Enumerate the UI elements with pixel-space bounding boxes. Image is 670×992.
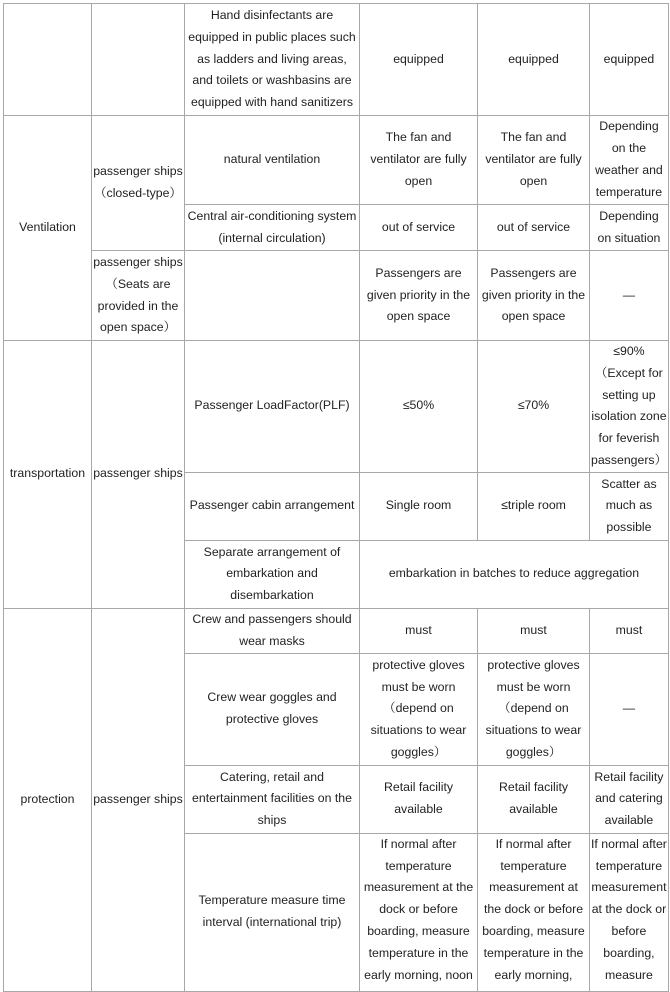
category-cell-ventilation: Ventilation xyxy=(4,116,92,341)
category-cell-transportation: transportation xyxy=(4,341,92,609)
measure-cell: Crew and passengers should wear masks xyxy=(185,608,360,653)
table-row xyxy=(4,341,669,473)
value-cell: ≤90%（Except for setting up isolation zone for feverish passengers） xyxy=(590,341,669,473)
value-cell: protective gloves must be worn （depend on situations to wear goggles） xyxy=(478,653,590,765)
value-cell: Depending on the weather and temperature xyxy=(590,116,669,205)
value-cell: must xyxy=(478,608,590,653)
table-row xyxy=(4,4,669,116)
ship-type-cell-empty xyxy=(92,4,185,116)
ship-type-cell: passenger ships xyxy=(92,608,185,991)
table-row xyxy=(4,608,669,653)
measure-cell-empty xyxy=(185,251,360,341)
value-cell: The fan and ventilator are fully open xyxy=(478,116,590,205)
value-cell: If normal after temperature measurement at the dock or before boarding, measure xyxy=(590,833,669,991)
value-cell: protective gloves must be worn （depend on situations to wear goggles） xyxy=(360,653,478,765)
ship-type-cell: passenger ships xyxy=(92,341,185,609)
value-cell: out of service xyxy=(478,205,590,251)
table-row xyxy=(4,116,669,205)
category-cell-empty xyxy=(4,4,92,116)
measure-cell: Central air-conditioning system (internal circulation) xyxy=(185,205,360,251)
value-cell: If normal after temperature measurement at the dock or before boarding, measure temperature in the early morning, noon xyxy=(360,833,478,991)
ship-type-cell: passenger ships（Seats are provided in the open space） xyxy=(92,251,185,341)
value-cell: ≤triple room xyxy=(478,472,590,540)
measure-cell: Catering, retail and entertainment facilities on the ships xyxy=(185,765,360,833)
measure-cell: Separate arrangement of embarkation and disembarkation xyxy=(185,540,360,608)
value-cell: Retail facility and catering available xyxy=(590,765,669,833)
ship-type-cell: passenger ships（closed-type） xyxy=(92,116,185,251)
epidemic-measures-table xyxy=(3,3,669,992)
table-row xyxy=(4,251,669,341)
value-cell: Retail facility available xyxy=(478,765,590,833)
value-cell: ≤50% xyxy=(360,341,478,473)
value-cell: Depending on situation xyxy=(590,205,669,251)
measure-cell: Crew wear goggles and protective gloves xyxy=(185,653,360,765)
value-cell: Single room xyxy=(360,472,478,540)
value-cell: must xyxy=(590,608,669,653)
value-cell: — xyxy=(590,653,669,765)
value-cell: equipped xyxy=(360,4,478,116)
value-cell: — xyxy=(590,251,669,341)
value-cell: equipped xyxy=(478,4,590,116)
value-cell: Retail facility available xyxy=(360,765,478,833)
value-cell: Passengers are given priority in the open space xyxy=(478,251,590,341)
value-cell: The fan and ventilator are fully open xyxy=(360,116,478,205)
category-cell-protection: protection xyxy=(4,608,92,991)
measure-cell: Temperature measure time interval (international trip) xyxy=(185,833,360,991)
measure-cell: Passenger LoadFactor(PLF) xyxy=(185,341,360,473)
value-cell: equipped xyxy=(590,4,669,116)
value-cell: must xyxy=(360,608,478,653)
value-cell: ≤70% xyxy=(478,341,590,473)
measure-cell: Passenger cabin arrangement xyxy=(185,472,360,540)
value-cell: Passengers are given priority in the open space xyxy=(360,251,478,341)
value-cell: Scatter as much as possible xyxy=(590,472,669,540)
measure-cell: Hand disinfectants are equipped in public places such as ladders and living areas, and toilets or washbasins are equipped with hand sanitizers xyxy=(185,4,360,116)
merged-value-cell: embarkation in batches to reduce aggregation xyxy=(360,540,669,608)
measure-cell: natural ventilation xyxy=(185,116,360,205)
value-cell: If normal after temperature measurement at the dock or before boarding, measure temperature in the early morning, xyxy=(478,833,590,991)
value-cell: out of service xyxy=(360,205,478,251)
